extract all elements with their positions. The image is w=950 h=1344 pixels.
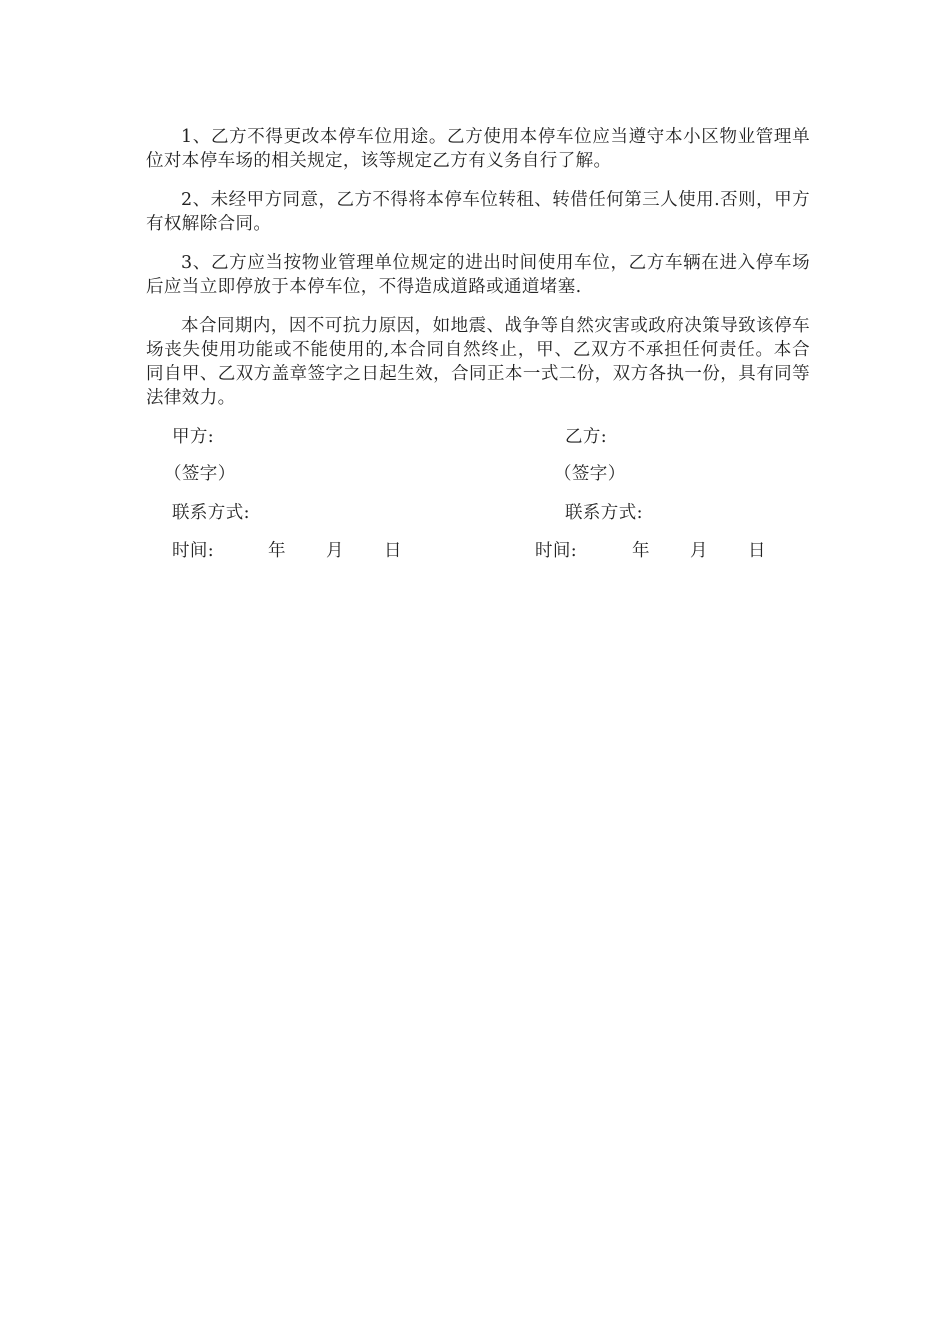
party-b-contact: 联系方式:	[565, 503, 643, 523]
party-b-time-label: 时间:	[535, 541, 578, 561]
clause-1: 1、乙方不得更改本停车位用途。乙方使用本停车位应当遵守本小区物业管理单位对本停车场的相关规定，该等规定乙方有义务自行了解。	[146, 127, 810, 171]
party-a-time-label: 时间:	[172, 541, 215, 561]
party-a-year: 年	[268, 541, 286, 561]
party-a-day: 日	[384, 541, 402, 561]
party-a-label: 甲方:	[172, 427, 215, 447]
clause-2: 2、未经甲方同意，乙方不得将本停车位转租、转借任何第三人使用.否则，甲方有权解除合同。	[146, 190, 810, 234]
party-a-month: 月	[326, 541, 344, 561]
clause-3: 3、乙方应当按物业管理单位规定的进出时间使用车位，乙方车辆在进入停车场后应当立即停放于本停车位，不得造成道路或通道堵塞.	[146, 253, 810, 297]
clause-force-majeure: 本合同期内，因不可抗力原因，如地震、战争等自然灾害或政府决策导致该停车场丧失使用功能或不能使用的,本合同自然终止，甲、乙双方不承担任何责任。本合同自甲、乙双方盖章签字之日起生效，合同正本一式二份，双方各执一份，具有同等法律效力。	[146, 316, 810, 408]
party-b-day: 日	[748, 541, 766, 561]
party-b-year: 年	[632, 541, 650, 561]
party-a-signature: （签字）	[164, 464, 236, 484]
party-b-month: 月	[690, 541, 708, 561]
party-b-label: 乙方:	[565, 427, 608, 447]
party-b-signature: （签字）	[554, 464, 626, 484]
party-a-contact: 联系方式:	[172, 503, 250, 523]
